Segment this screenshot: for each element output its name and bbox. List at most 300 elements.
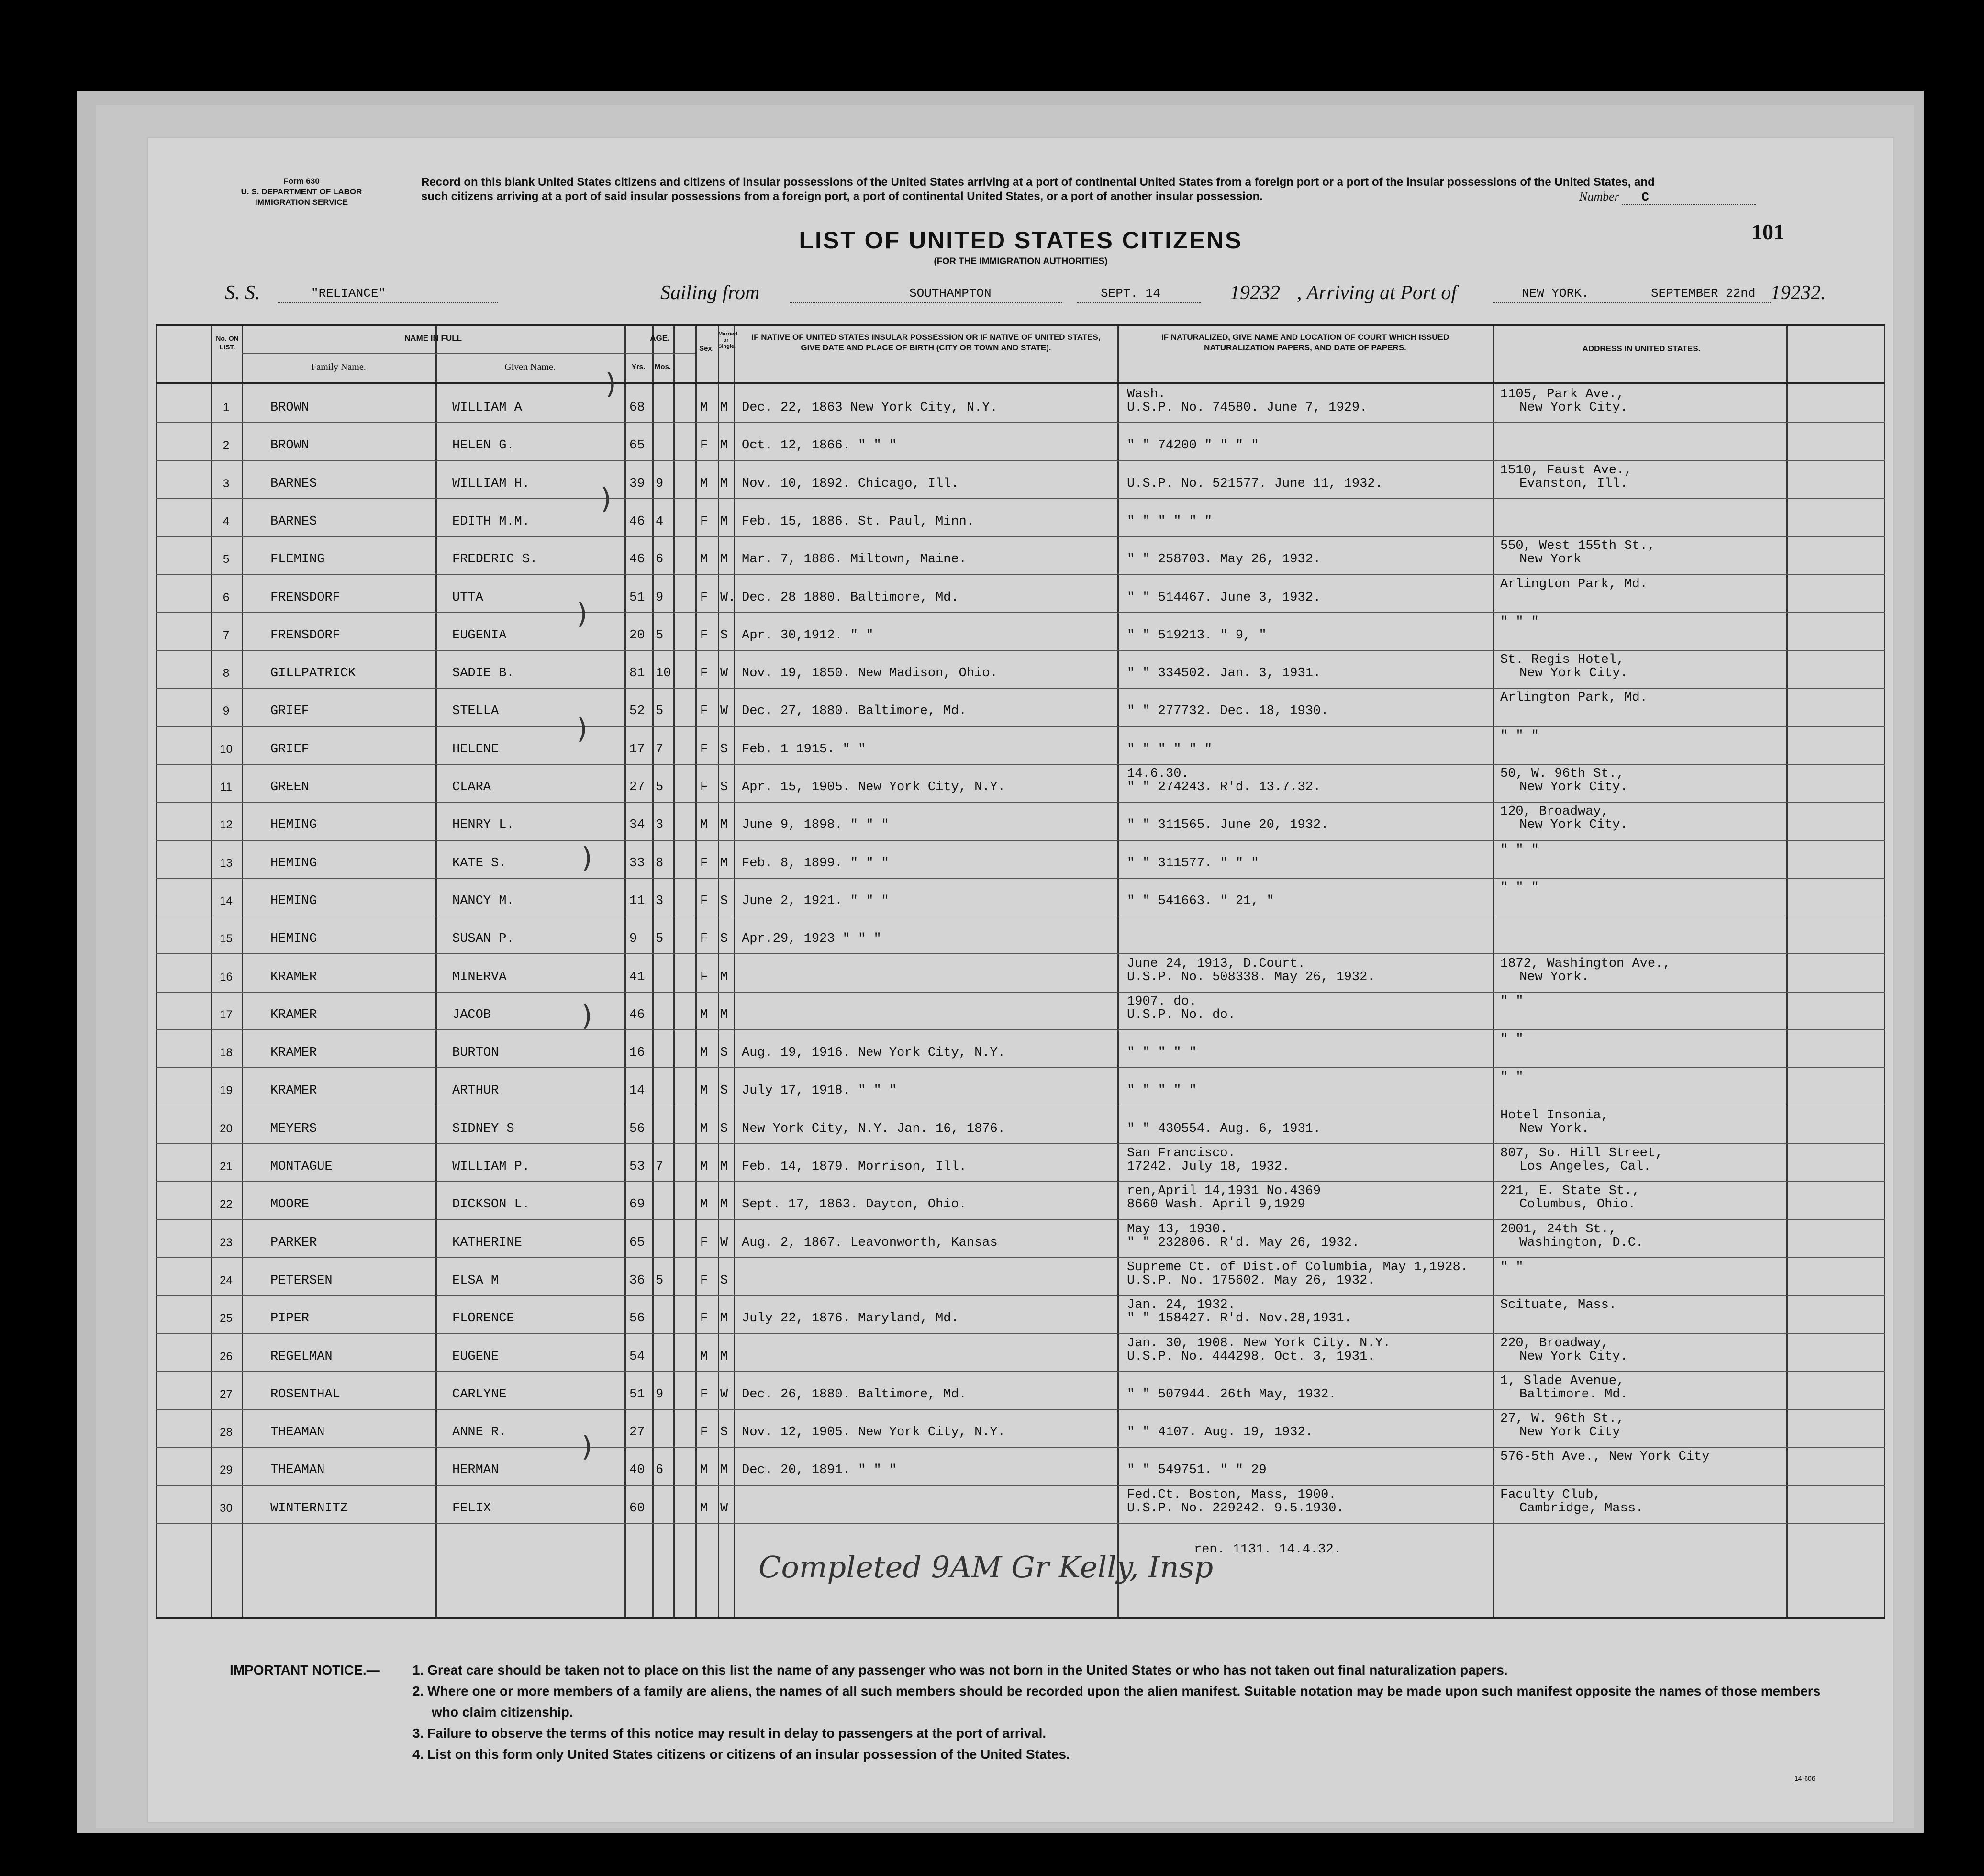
table-row — [156, 650, 1885, 688]
cell-addr1: Arlington Park, Md. — [1500, 691, 1648, 705]
cell-family: BARNES — [270, 514, 317, 529]
service: IMMIGRATION SERVICE — [255, 198, 348, 207]
cell-yrs: 53 — [629, 1160, 645, 1174]
cell-no: 17 — [220, 1008, 233, 1021]
cell-yrs: 20 — [629, 628, 645, 643]
cell-nat2: " " 514467. June 3, 1932. — [1127, 590, 1321, 605]
cell-sex: M — [700, 1007, 708, 1022]
cell-addr1: " " " — [1500, 614, 1539, 629]
table-row — [156, 1106, 1885, 1143]
cell-yrs: 52 — [629, 704, 645, 719]
cell-sex: F — [700, 1235, 708, 1250]
cell-given: NANCY M. — [452, 893, 514, 908]
cell-sex: M — [700, 1121, 708, 1136]
cell-addr1: St. Regis Hotel, — [1500, 653, 1625, 668]
cell-mos: 10 — [656, 666, 671, 681]
year-1: 19232 — [1230, 282, 1280, 304]
cell-sex: M — [700, 1349, 708, 1364]
table-row — [156, 1029, 1885, 1067]
cell-addr1: " " — [1500, 1032, 1524, 1047]
cell-birth: Aug. 2, 1867. Leavonworth, Kansas — [742, 1235, 998, 1250]
cell-addr2: New York. — [1519, 1121, 1589, 1136]
cell-nat2: " " 274243. R'd. 13.7.32. — [1127, 780, 1321, 794]
cell-ms: M — [720, 1463, 728, 1478]
ship-name: "RELIANCE" — [311, 286, 386, 301]
cell-nat2: " " 519213. " 9, " — [1127, 628, 1267, 643]
cell-mos: 5 — [656, 780, 664, 794]
cell-addr2: Baltimore. Md. — [1519, 1387, 1628, 1402]
cell-ms: S — [720, 1121, 728, 1136]
table-row — [156, 1409, 1885, 1447]
cell-ms: S — [720, 628, 728, 643]
cell-sex: F — [700, 704, 708, 719]
port-to: NEW YORK. — [1522, 286, 1589, 301]
header-native: IF NATIVE OF UNITED STATES INSULAR POSSESSION OR IF NATIVE OF UNITED STATES, GIVE DATE AND PLACE OF BIRTH (CITY OR TOWN AND STATE). — [751, 333, 1101, 352]
cell-no: 12 — [220, 818, 233, 832]
cell-given: HELEN G. — [452, 438, 514, 453]
cell-yrs: 51 — [629, 590, 645, 605]
cell-addr2: Washington, D.C. — [1519, 1235, 1644, 1250]
cell-no: 30 — [220, 1501, 233, 1515]
cell-sex: F — [700, 780, 708, 794]
cell-sex: F — [700, 666, 708, 681]
cell-given: SIDNEY S — [452, 1121, 514, 1136]
cell-ms: M — [720, 1007, 728, 1022]
cell-birth: Dec. 20, 1891. " " " — [742, 1463, 897, 1478]
cell-addr2: Los Angeles, Cal. — [1519, 1160, 1651, 1174]
cell-yrs: 51 — [629, 1387, 645, 1402]
cell-nat2: " " 258703. May 26, 1932. — [1127, 552, 1321, 567]
cell-family: HEMING — [270, 932, 317, 947]
table-row — [156, 916, 1885, 953]
cell-birth: Mar. 7, 1886. Miltown, Maine. — [742, 552, 967, 567]
table-row — [156, 384, 1885, 422]
cell-no: 24 — [220, 1273, 233, 1287]
header-no: No. ON LIST. — [216, 335, 239, 351]
cell-yrs: 69 — [629, 1197, 645, 1212]
cell-no: 21 — [220, 1160, 233, 1173]
cell-given: ANNE R. — [452, 1425, 507, 1440]
cell-sex: M — [700, 1160, 708, 1174]
cell-ms: S — [720, 1083, 728, 1098]
cell-given: FELIX — [452, 1501, 491, 1516]
cell-birth: Dec. 26, 1880. Baltimore, Md. — [742, 1387, 967, 1402]
cell-yrs: 56 — [629, 1121, 645, 1136]
cell-nat2: " " 311565. June 20, 1932. — [1127, 818, 1329, 833]
cell-mos: 5 — [656, 932, 664, 947]
cell-yrs: 46 — [629, 514, 645, 529]
cell-nat2: U.S.P. No. 521577. June 11, 1932. — [1127, 476, 1383, 491]
cell-given: CLARA — [452, 780, 491, 794]
notice-item: 4. List on this form only United States citizens or citizens of an insular possession of the United States. — [412, 1747, 1070, 1762]
cell-nat2: U.S.P. No. 508338. May 26, 1932. — [1127, 970, 1375, 984]
arrival-date: SEPTEMBER 22nd — [1651, 286, 1756, 301]
cell-sex: M — [700, 1083, 708, 1098]
cell-mos: 3 — [656, 893, 664, 908]
cell-sex: F — [700, 590, 708, 605]
cell-given: SUSAN P. — [452, 932, 514, 947]
cell-ms: M — [720, 476, 728, 491]
cell-ms: W. — [720, 590, 736, 605]
cell-no: 19 — [220, 1084, 233, 1097]
cell-family: KRAMER — [270, 1046, 317, 1061]
cell-given: KATHERINE — [452, 1235, 522, 1250]
cell-no: 5 — [223, 553, 230, 566]
cell-nat2: " " 334502. Jan. 3, 1931. — [1127, 666, 1321, 681]
cell-family: PARKER — [270, 1235, 317, 1250]
notice-item: 3. Failure to observe the terms of this notice may result in delay to passengers at the port of arrival. — [412, 1726, 1047, 1741]
cell-addr1: 576-5th Ave., New York City — [1500, 1450, 1710, 1464]
table-row — [156, 726, 1885, 764]
cell-addr1: 50, W. 96th St., — [1500, 767, 1625, 781]
header-mos: Mos. — [654, 363, 671, 371]
cell-nat2: " " 74200 " " " " — [1127, 438, 1259, 453]
cell-yrs: 46 — [629, 1007, 645, 1022]
cell-birth: Dec. 22, 1863 New York City, N.Y. — [742, 401, 998, 415]
cell-nat2: " " 311577. " " " — [1127, 856, 1259, 871]
cell-ms: W — [720, 1387, 728, 1402]
cell-birth: Dec. 27, 1880. Baltimore, Md. — [742, 704, 967, 719]
cell-given: EUGENIA — [452, 628, 507, 643]
table-row — [156, 1371, 1885, 1409]
cell-yrs: 40 — [629, 1463, 645, 1478]
year-2: 19232. — [1771, 282, 1826, 304]
form-id-block — [201, 176, 402, 208]
number-label: Number — [1579, 190, 1619, 203]
cell-yrs: 41 — [629, 970, 645, 984]
page-subtitle: (FOR THE IMMIGRATION AUTHORITIES) — [934, 257, 1108, 267]
cell-nat1: Jan. 30, 1908. New York City. N.Y. — [1127, 1336, 1391, 1351]
cell-no: 6 — [223, 591, 230, 604]
cell-ms: S — [720, 893, 728, 908]
cell-sex: F — [700, 932, 708, 947]
table-row — [156, 1295, 1885, 1333]
cell-family: FRENSDORF — [270, 628, 340, 643]
cell-addr1: 1510, Faust Ave., — [1500, 463, 1632, 478]
cell-nat1: 1907. do. — [1127, 994, 1197, 1009]
cell-mos: 6 — [656, 552, 664, 567]
cell-no: 10 — [220, 742, 233, 756]
cell-nat2: U.S.P. No. 444298. Oct. 3, 1931. — [1127, 1349, 1375, 1364]
cell-ms: S — [720, 932, 728, 947]
cell-family: WINTERNITZ — [270, 1501, 348, 1516]
cell-addr1: Scituate, Mass. — [1500, 1298, 1617, 1313]
cell-yrs: 34 — [629, 818, 645, 833]
cell-ms: M — [720, 856, 728, 871]
cell-family: FLEMING — [270, 552, 325, 567]
cell-sex: F — [700, 970, 708, 984]
cell-addr1: Faculty Club, — [1500, 1487, 1601, 1502]
cell-no: 7 — [223, 628, 230, 642]
table-row — [156, 1333, 1885, 1371]
cell-nat2: " " 158427. R'd. Nov.28,1931. — [1127, 1311, 1352, 1326]
cell-ms: W — [720, 704, 728, 719]
cell-given: BURTON — [452, 1046, 499, 1061]
form-instructions: Record on this blank United States citizens and citizens of insular possessions of the United States arriving at a port of continental United States from a foreign port or a port of the insular possessions of the United States, and such citizens arriving at a port of said insular possessions from a foreign port, a port of continental United States, or a port of another insular possession. — [421, 176, 1655, 203]
table-row — [156, 1143, 1885, 1181]
cell-addr1: 807, So. Hill Street, — [1500, 1146, 1663, 1161]
cell-sex: F — [700, 1425, 708, 1440]
cell-family: MEYERS — [270, 1121, 317, 1136]
cell-nat1: May 13, 1930. — [1127, 1222, 1228, 1237]
cell-nat1: Supreme Ct. of Dist.of Columbia, May 1,1928. — [1127, 1260, 1468, 1274]
cell-addr1: 2001, 24th St., — [1500, 1222, 1617, 1237]
cell-birth: Feb. 8, 1899. " " " — [742, 856, 889, 871]
cell-family: GRIEF — [270, 742, 310, 757]
cell-birth: Sept. 17, 1863. Dayton, Ohio. — [742, 1197, 967, 1212]
handwritten-note: Completed 9AM Gr Kelly, Insp — [758, 1550, 1214, 1585]
cell-ms: W — [720, 666, 728, 681]
cell-given: WILLIAM A — [452, 401, 522, 415]
table-row — [156, 422, 1885, 460]
cell-addr1: 550, West 155th St., — [1500, 539, 1656, 554]
cell-family: HEMING — [270, 818, 317, 833]
cell-addr1: 220, Broadway, — [1500, 1336, 1609, 1351]
cell-family: KRAMER — [270, 1083, 317, 1098]
cell-given: UTTA — [452, 590, 483, 605]
cell-given: HERMAN — [452, 1463, 499, 1478]
cell-sex: M — [700, 476, 708, 491]
cell-no: 8 — [223, 667, 230, 680]
passenger-table — [156, 324, 1885, 1617]
cell-ms: S — [720, 1046, 728, 1061]
table-row — [156, 536, 1885, 574]
port-from: SOUTHAMPTON — [909, 286, 992, 301]
cell-addr1: 1105, Park Ave., — [1500, 387, 1625, 402]
cell-nat2: " " 549751. " " 29 — [1127, 1463, 1267, 1478]
cell-no: 27 — [220, 1387, 233, 1401]
cell-ms: M — [720, 1197, 728, 1212]
cell-nat1: ren,April 14,1931 No.4369 — [1127, 1184, 1321, 1199]
cell-no: 20 — [220, 1122, 233, 1135]
cell-ms: M — [720, 438, 728, 453]
check-mark-icon: ) — [581, 841, 592, 874]
department: U. S. DEPARTMENT OF LABOR — [241, 187, 362, 196]
table-row — [156, 878, 1885, 916]
cell-nat1: San Francisco. — [1127, 1146, 1236, 1161]
cell-yrs: 60 — [629, 1501, 645, 1516]
cell-family: HEMING — [270, 856, 317, 871]
cell-no: 1 — [223, 401, 230, 414]
cell-yrs: 17 — [629, 742, 645, 757]
cell-sex: F — [700, 1273, 708, 1288]
cell-nat2: " " 507944. 26th May, 1932. — [1127, 1387, 1337, 1402]
table-row — [156, 1181, 1885, 1219]
cell-family: GILLPATRICK — [270, 666, 356, 681]
sail-date: SEPT. 14 — [1101, 286, 1160, 301]
cell-family: THEAMAN — [270, 1463, 325, 1478]
header-given: Given Name. — [504, 362, 556, 372]
cell-no: 25 — [220, 1312, 233, 1325]
cell-family: FRENSDORF — [270, 590, 340, 605]
check-mark-icon: ) — [577, 597, 588, 630]
notice-label: IMPORTANT NOTICE.— — [230, 1663, 380, 1677]
cell-family: HEMING — [270, 893, 317, 908]
manifest-sheet — [148, 138, 1893, 1822]
cell-no: 2 — [223, 439, 230, 452]
cell-addr1: " " — [1500, 994, 1524, 1009]
cell-mos: 9 — [656, 590, 664, 605]
cell-sex: F — [700, 438, 708, 453]
header-age: AGE. — [650, 334, 670, 343]
cell-mos: 7 — [656, 1160, 664, 1174]
cell-no: 11 — [220, 781, 232, 793]
cell-family: BROWN — [270, 438, 310, 453]
cell-yrs: 39 — [629, 476, 645, 491]
cell-family: PETERSEN — [270, 1273, 333, 1288]
cell-ms: S — [720, 742, 728, 757]
cell-mos: 5 — [656, 1273, 664, 1288]
cell-given: ELSA M — [452, 1273, 499, 1288]
cell-nat2: 8660 Wash. April 9,1929 — [1127, 1197, 1305, 1212]
notice-item: 1. Great care should be taken not to place on this list the name of any passenger who was not born in the United States or who has not taken out final naturalization papers. — [412, 1663, 1508, 1677]
cell-ms: M — [720, 970, 728, 984]
cell-ms: M — [720, 514, 728, 529]
cell-yrs: 65 — [629, 438, 645, 453]
cell-given: KATE S. — [452, 856, 507, 871]
cell-mos: 5 — [656, 704, 664, 719]
cell-sex: F — [700, 628, 708, 643]
cell-given: FLORENCE — [452, 1311, 514, 1326]
table-row — [156, 1447, 1885, 1485]
table-row — [156, 1067, 1885, 1105]
cell-addr2: New York City. — [1519, 780, 1628, 794]
cell-addr1: " " " — [1500, 728, 1539, 743]
cell-no: 16 — [220, 970, 233, 983]
cell-given: WILLIAM H. — [452, 476, 530, 491]
cell-addr1: 27, W. 96th St., — [1500, 1412, 1625, 1427]
cell-sex: F — [700, 856, 708, 871]
cell-yrs: 54 — [629, 1349, 645, 1364]
header-married: Married or Single. — [718, 331, 737, 349]
cell-nat2: " " 277732. Dec. 18, 1930. — [1127, 704, 1329, 719]
cell-sex: M — [700, 818, 708, 833]
cell-nat2: " " 232806. R'd. May 26, 1932. — [1127, 1235, 1360, 1250]
cell-sex: F — [700, 514, 708, 529]
cell-nat2: U.S.P. No. 229242. 9.5.1930. — [1127, 1501, 1344, 1516]
cell-sex: M — [700, 1501, 708, 1516]
cell-nat2: " " " " " — [1127, 1046, 1197, 1061]
cell-family: GREEN — [270, 780, 310, 794]
header-sex: Sex. — [699, 345, 714, 353]
cell-nat1: June 24, 1913, D.Court. — [1127, 956, 1305, 971]
cell-family: BROWN — [270, 401, 310, 415]
cell-mos: 6 — [656, 1463, 664, 1478]
number-value: C — [1622, 190, 1756, 205]
header-naturalized: IF NATURALIZED, GIVE NAME AND LOCATION OF COURT WHICH ISSUED NATURALIZATION PAPERS, AND DATE OF PAPERS. — [1161, 333, 1449, 352]
cell-sex: M — [700, 1463, 708, 1478]
cell-given: HENRY L. — [452, 818, 514, 833]
cell-ms: S — [720, 1273, 728, 1288]
cell-given: FREDERIC S. — [452, 552, 538, 567]
cell-nat1: Fed.Ct. Boston, Mass, 1900. — [1127, 1487, 1337, 1502]
cell-ms: M — [720, 401, 728, 415]
check-mark-icon: ) — [581, 999, 592, 1032]
cell-addr2: New York City — [1519, 1425, 1620, 1440]
cell-birth: New York City, N.Y. Jan. 16, 1876. — [742, 1121, 1005, 1136]
table-row — [156, 992, 1885, 1029]
cell-ms: S — [720, 780, 728, 794]
arriving-label: , Arriving at Port of — [1297, 282, 1457, 304]
table-row — [156, 688, 1885, 726]
cell-sex: F — [700, 893, 708, 908]
cell-sex: M — [700, 1046, 708, 1061]
cell-birth: June 2, 1921. " " " — [742, 893, 889, 908]
header-name: NAME IN FULL — [404, 334, 462, 343]
cell-given: EUGENE — [452, 1349, 499, 1364]
cell-addr2: New York City. — [1519, 666, 1628, 681]
cell-mos: 7 — [656, 742, 664, 757]
cell-no: 13 — [220, 856, 233, 870]
cell-addr2: Columbus, Ohio. — [1519, 1197, 1636, 1212]
check-mark-icon: ) — [581, 1430, 592, 1463]
form-number: Form 630 — [283, 177, 320, 186]
cell-mos: 9 — [656, 1387, 664, 1402]
cell-birth: Apr. 30,1912. " " — [742, 628, 874, 643]
cell-yrs: 27 — [629, 780, 645, 794]
cell-nat2: " " " " " " — [1127, 742, 1213, 757]
cell-yrs: 33 — [629, 856, 645, 871]
cell-given: MINERVA — [452, 970, 507, 984]
cell-yrs: 14 — [629, 1083, 645, 1098]
table-row — [156, 612, 1885, 650]
cell-addr1: " " " — [1500, 880, 1539, 895]
cell-nat2: " " 4107. Aug. 19, 1932. — [1127, 1425, 1313, 1440]
cell-nat2: U.S.P. No. 74580. June 7, 1929. — [1127, 401, 1368, 415]
table-row — [156, 1485, 1885, 1523]
cell-nat1: 14.6.30. — [1127, 767, 1189, 781]
cell-given: DICKSON L. — [452, 1197, 530, 1212]
cell-no: 3 — [223, 477, 230, 490]
cell-addr2: New York — [1519, 552, 1582, 567]
cell-birth: July 22, 1876. Maryland, Md. — [742, 1311, 959, 1326]
cell-given: JACOB — [452, 1007, 491, 1022]
cell-ms: M — [720, 1160, 728, 1174]
page-number: 101 — [1751, 220, 1784, 244]
cell-yrs: 9 — [629, 932, 637, 947]
cell-nat2: " " 430554. Aug. 6, 1931. — [1127, 1121, 1321, 1136]
cell-no: 9 — [223, 704, 230, 718]
cell-family: ROSENTHAL — [270, 1387, 340, 1402]
cell-addr1: 120, Broadway, — [1500, 804, 1609, 819]
cell-birth: Feb. 14, 1879. Morrison, Ill. — [742, 1160, 967, 1174]
check-mark-icon: ) — [601, 482, 612, 515]
cell-sex: M — [700, 1197, 708, 1212]
table-row — [156, 498, 1885, 536]
cell-ms: S — [720, 1425, 728, 1440]
cell-yrs: 16 — [629, 1046, 645, 1061]
cell-ms: W — [720, 1501, 728, 1516]
cell-mos: 9 — [656, 476, 664, 491]
cell-nat2: " " " " " " — [1127, 514, 1213, 529]
cell-addr2: New York City. — [1519, 818, 1628, 833]
cell-nat2: 17242. July 18, 1932. — [1127, 1160, 1290, 1174]
sailing-label: Sailing from — [660, 282, 760, 304]
cell-addr1: Hotel Insonia, — [1500, 1108, 1609, 1123]
cell-family: MOORE — [270, 1197, 310, 1212]
table-row — [156, 1219, 1885, 1257]
cell-family: KRAMER — [270, 1007, 317, 1022]
notice-item: 2. Where one or more members of a family are aliens, the names of all such members should be recorded upon the alien manifest. Suitable notation may be made upon such manifest opposite the names of those members who claim citizenship. — [412, 1684, 1821, 1720]
cell-sex: M — [700, 401, 708, 415]
header-address: ADDRESS IN UNITED STATES. — [1582, 344, 1701, 353]
header-yrs: Yrs. — [631, 363, 646, 371]
cell-ms: M — [720, 552, 728, 567]
cell-addr1: 221, E. State St., — [1500, 1184, 1640, 1199]
cell-no: 22 — [220, 1198, 233, 1211]
cell-mos: 4 — [656, 514, 664, 529]
cell-ms: W — [720, 1235, 728, 1250]
